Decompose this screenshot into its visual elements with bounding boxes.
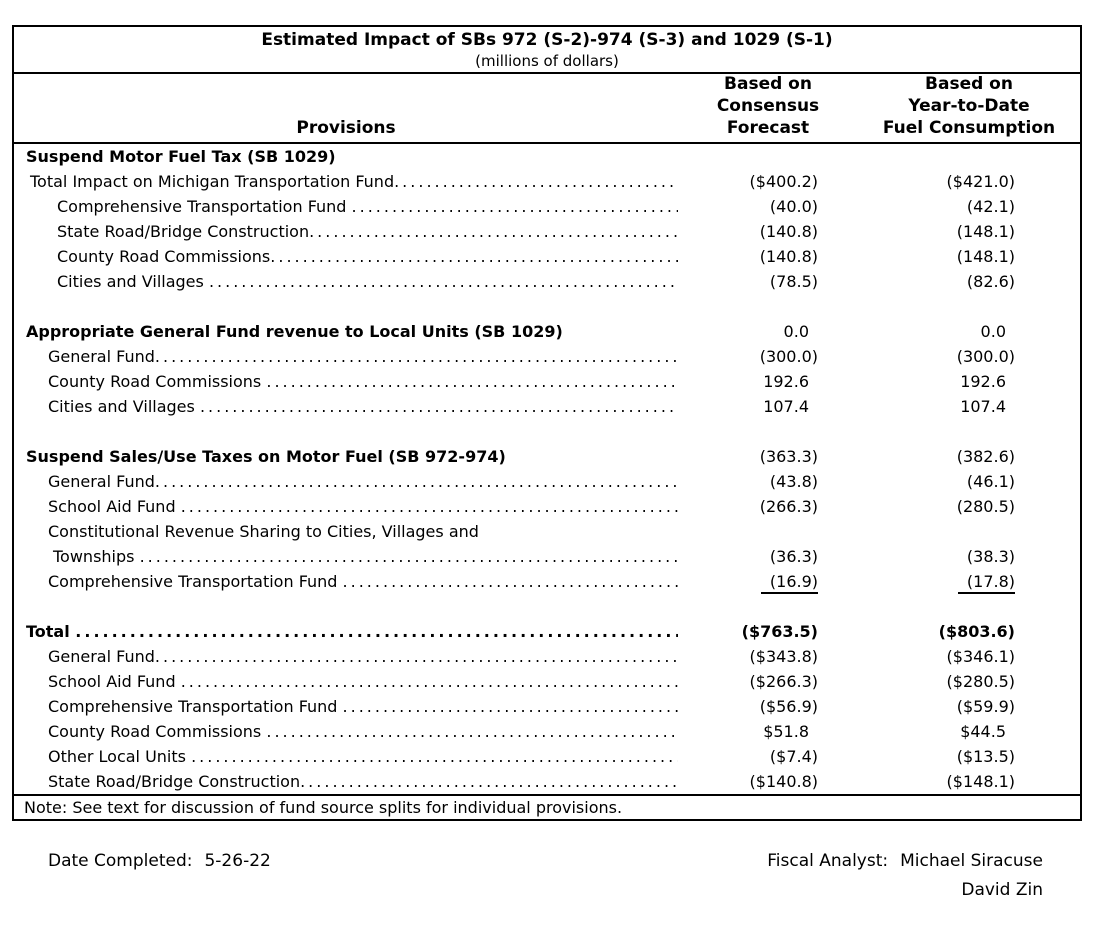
- table-row: [14, 369, 1080, 394]
- row-label: Total: [26, 622, 76, 641]
- value-text: (42.1): [966, 197, 1015, 216]
- row-right-margin: [1015, 319, 1080, 344]
- value-text: (300.0): [956, 347, 1015, 366]
- dot-leader: [155, 344, 678, 369]
- value-ytd-fuel-consumption: [818, 169, 1015, 194]
- row-right-margin: [1015, 644, 1080, 669]
- value-text: ($343.8): [749, 647, 818, 666]
- fiscal-analyst-name: Michael Siracuse: [900, 851, 1043, 871]
- row-label: Cities and Villages: [48, 397, 200, 416]
- value-text: ($266.3): [749, 672, 818, 691]
- row-label: School Aid Fund: [48, 497, 181, 516]
- header-line: Forecast: [726, 118, 810, 138]
- value-consensus-forecast: [678, 344, 818, 369]
- row-right-margin: [1015, 269, 1080, 294]
- row-label: General Fund: [48, 647, 155, 666]
- dot-leader: [266, 719, 678, 744]
- value-text: (140.8): [759, 247, 818, 266]
- value-text: (36.3): [769, 547, 818, 566]
- table-row: [14, 469, 1080, 494]
- value-ytd-fuel-consumption: [818, 194, 1015, 219]
- row-label: Suspend Sales/Use Taxes on Motor Fuel (SB 972-974): [26, 447, 506, 466]
- column-header-ytd-fuel-consumption: [858, 73, 1080, 139]
- table-row: [14, 719, 1080, 744]
- value-consensus-forecast: [678, 519, 818, 544]
- value-text: (382.6): [956, 447, 1015, 466]
- value-text: ($13.5): [956, 747, 1015, 766]
- value-consensus-forecast: [678, 719, 818, 744]
- value-ytd-fuel-consumption: [818, 344, 1015, 369]
- value-text: 192.6: [960, 372, 1006, 391]
- row-right-margin: [1015, 744, 1080, 769]
- value-ytd-fuel-consumption: [818, 569, 1015, 594]
- row-label: Constitutional Revenue Sharing to Cities, Villages and: [48, 522, 479, 541]
- column-header-consensus-forecast: [678, 73, 858, 139]
- dot-leader: [140, 544, 678, 569]
- table-row: [14, 669, 1080, 694]
- value-text: $44.5: [960, 722, 1006, 741]
- date-completed-value: 5-26-22: [204, 851, 271, 871]
- value-text: 0.0: [980, 322, 1006, 341]
- value-text: 0.0: [783, 322, 809, 341]
- value-ytd-fuel-consumption: [818, 494, 1015, 519]
- value-text: ($421.0): [946, 172, 1015, 191]
- value-text: 192.6: [763, 372, 809, 391]
- value-ytd-fuel-consumption: [818, 744, 1015, 769]
- value-consensus-forecast: [678, 194, 818, 219]
- dot-leader: [394, 169, 678, 194]
- row-label: Comprehensive Transportation Fund: [48, 572, 343, 591]
- value-text: (363.3): [759, 447, 818, 466]
- dot-leader: [75, 619, 678, 644]
- header-line: Year-to-Date: [908, 96, 1030, 116]
- value-text: (16.9): [761, 571, 818, 594]
- row-right-margin: [1015, 469, 1080, 494]
- dot-leader: [200, 394, 678, 419]
- value-ytd-fuel-consumption: [818, 669, 1015, 694]
- value-text: ($400.2): [749, 172, 818, 191]
- value-text: ($148.1): [946, 772, 1015, 791]
- fiscal-analyst: [767, 847, 1043, 905]
- value-text: (148.1): [956, 222, 1015, 241]
- row-label: Comprehensive Transportation Fund: [57, 197, 352, 216]
- value-consensus-forecast: [678, 369, 818, 394]
- row-right-margin: [1015, 444, 1080, 469]
- value-text: $51.8: [763, 722, 809, 741]
- dot-leader: [352, 194, 678, 219]
- table-row: [14, 619, 1080, 644]
- row-right-margin: [1015, 219, 1080, 244]
- table-title-block: [14, 27, 1080, 74]
- row-label: Cities and Villages: [57, 272, 209, 291]
- row-label: County Road Commissions: [48, 722, 267, 741]
- row-label: County Road Commissions: [57, 247, 271, 266]
- footer: [0, 847, 1102, 905]
- table-row: [14, 344, 1080, 369]
- row-right-margin: [1015, 569, 1080, 594]
- value-text: (82.6): [966, 272, 1015, 291]
- row-right-margin: [1015, 244, 1080, 269]
- value-text: (38.3): [966, 547, 1015, 566]
- row-right-margin: [1015, 544, 1080, 569]
- dot-leader: [181, 669, 678, 694]
- value-text: (140.8): [759, 222, 818, 241]
- value-ytd-fuel-consumption: [818, 244, 1015, 269]
- table-row: [14, 519, 1080, 544]
- value-text: ($280.5): [946, 672, 1015, 691]
- value-ytd-fuel-consumption: [818, 619, 1015, 644]
- row-right-margin: [1015, 519, 1080, 544]
- table-row: [14, 694, 1080, 719]
- table-row: [14, 194, 1080, 219]
- value-text: (300.0): [759, 347, 818, 366]
- table-row: [14, 644, 1080, 669]
- row-right-margin: [1015, 144, 1080, 169]
- spacer-row: [14, 294, 1080, 319]
- row-label: Total Impact on Michigan Transportation Fund: [30, 172, 395, 191]
- value-consensus-forecast: [678, 394, 818, 419]
- table-note: Note: See text for discussion of fund source splits for individual provisions.: [14, 794, 1080, 819]
- value-text: ($346.1): [946, 647, 1015, 666]
- value-ytd-fuel-consumption: [818, 444, 1015, 469]
- dot-leader: [270, 244, 678, 269]
- table-subtitle: (millions of dollars): [475, 52, 619, 70]
- value-text: ($803.6): [938, 622, 1015, 641]
- row-label: State Road/Bridge Construction: [48, 772, 301, 791]
- row-label: General Fund: [48, 472, 155, 491]
- row-label: Comprehensive Transportation Fund: [48, 697, 343, 716]
- value-consensus-forecast: [678, 444, 818, 469]
- row-label: General Fund: [48, 347, 155, 366]
- row-right-margin: [1015, 369, 1080, 394]
- value-text: ($763.5): [741, 622, 818, 641]
- table-row: [14, 544, 1080, 569]
- dot-leader: [155, 644, 678, 669]
- value-consensus-forecast: [678, 644, 818, 669]
- table-row: [14, 144, 1080, 169]
- value-text: 107.4: [960, 397, 1006, 416]
- table-row: [14, 444, 1080, 469]
- value-consensus-forecast: [678, 319, 818, 344]
- value-consensus-forecast: [678, 169, 818, 194]
- dot-leader: [155, 469, 678, 494]
- value-text: (266.3): [759, 497, 818, 516]
- value-consensus-forecast: [678, 269, 818, 294]
- header-line: Based on: [925, 74, 1013, 94]
- spacer-row: [14, 594, 1080, 619]
- value-text: ($56.9): [759, 697, 818, 716]
- value-text: ($59.9): [956, 697, 1015, 716]
- value-text: (46.1): [966, 472, 1015, 491]
- value-ytd-fuel-consumption: [818, 644, 1015, 669]
- value-consensus-forecast: [678, 619, 818, 644]
- table-row: [14, 569, 1080, 594]
- value-ytd-fuel-consumption: [818, 544, 1015, 569]
- table-title: Estimated Impact of SBs 972 (S-2)-974 (S-3) and 1029 (S-1): [261, 30, 833, 50]
- value-ytd-fuel-consumption: [818, 719, 1015, 744]
- row-label: State Road/Bridge Construction: [57, 222, 310, 241]
- value-text: (40.0): [769, 197, 818, 216]
- row-label: Townships: [53, 547, 140, 566]
- dot-leader: [266, 369, 678, 394]
- table-body: [14, 144, 1080, 794]
- header-line: Based on: [724, 74, 812, 94]
- fiscal-analyst-line: [767, 847, 1043, 876]
- value-consensus-forecast: [678, 494, 818, 519]
- header-line: Consensus: [716, 96, 820, 116]
- value-consensus-forecast: [678, 244, 818, 269]
- header-line: Fuel Consumption: [882, 118, 1056, 138]
- row-label: School Aid Fund: [48, 672, 181, 691]
- row-right-margin: [1015, 619, 1080, 644]
- table-row: [14, 244, 1080, 269]
- row-label: County Road Commissions: [48, 372, 267, 391]
- dot-leader: [343, 694, 678, 719]
- table-row: [14, 494, 1080, 519]
- value-consensus-forecast: [678, 544, 818, 569]
- date-completed-label: Date Completed:: [48, 851, 193, 871]
- value-ytd-fuel-consumption: [818, 394, 1015, 419]
- table-row: [14, 744, 1080, 769]
- table-row: [14, 394, 1080, 419]
- table-row: [14, 169, 1080, 194]
- row-label: Appropriate General Fund revenue to Local Units (SB 1029): [26, 322, 563, 341]
- dot-leader: [343, 569, 678, 594]
- value-ytd-fuel-consumption: [818, 469, 1015, 494]
- value-consensus-forecast: [678, 469, 818, 494]
- value-consensus-forecast: [678, 744, 818, 769]
- value-text: (280.5): [956, 497, 1015, 516]
- date-completed: [48, 847, 271, 905]
- dot-leader: [191, 744, 678, 769]
- fiscal-analyst-name: David Zin: [961, 880, 1043, 900]
- table-row: [14, 319, 1080, 344]
- dot-leader: [181, 494, 678, 519]
- value-ytd-fuel-consumption: [818, 694, 1015, 719]
- value-ytd-fuel-consumption: [818, 269, 1015, 294]
- table-row: [14, 219, 1080, 244]
- value-text: 107.4: [763, 397, 809, 416]
- value-text: ($7.4): [769, 747, 818, 766]
- value-consensus-forecast: [678, 694, 818, 719]
- row-label: Suspend Motor Fuel Tax (SB 1029): [26, 147, 336, 166]
- row-right-margin: [1015, 169, 1080, 194]
- table-row: [14, 269, 1080, 294]
- table-row: [14, 769, 1080, 794]
- column-header-row: [14, 74, 1080, 144]
- value-text: (17.8): [958, 571, 1015, 594]
- value-ytd-fuel-consumption: [818, 144, 1015, 169]
- row-right-margin: [1015, 194, 1080, 219]
- row-right-margin: [1015, 394, 1080, 419]
- value-ytd-fuel-consumption: [818, 319, 1015, 344]
- dot-leader: [300, 769, 678, 794]
- value-text: (43.8): [769, 472, 818, 491]
- spacer-row: [14, 419, 1080, 444]
- value-text: (78.5): [769, 272, 818, 291]
- value-ytd-fuel-consumption: [818, 219, 1015, 244]
- value-ytd-fuel-consumption: [818, 369, 1015, 394]
- value-consensus-forecast: [678, 144, 818, 169]
- row-right-margin: [1015, 669, 1080, 694]
- row-right-margin: [1015, 344, 1080, 369]
- row-right-margin: [1015, 694, 1080, 719]
- value-text: ($140.8): [749, 772, 818, 791]
- row-right-margin: [1015, 769, 1080, 794]
- value-consensus-forecast: [678, 669, 818, 694]
- value-ytd-fuel-consumption: [818, 519, 1015, 544]
- dot-leader: [309, 219, 678, 244]
- dot-leader: [209, 269, 678, 294]
- value-consensus-forecast: [678, 769, 818, 794]
- impact-table: [12, 25, 1082, 821]
- row-right-margin: [1015, 719, 1080, 744]
- value-text: (148.1): [956, 247, 1015, 266]
- value-consensus-forecast: [678, 569, 818, 594]
- fiscal-analyst-label: Fiscal Analyst:: [767, 851, 889, 871]
- row-right-margin: [1015, 494, 1080, 519]
- value-ytd-fuel-consumption: [818, 769, 1015, 794]
- value-consensus-forecast: [678, 219, 818, 244]
- column-header-provisions: Provisions: [296, 118, 396, 138]
- row-label: Other Local Units: [48, 747, 192, 766]
